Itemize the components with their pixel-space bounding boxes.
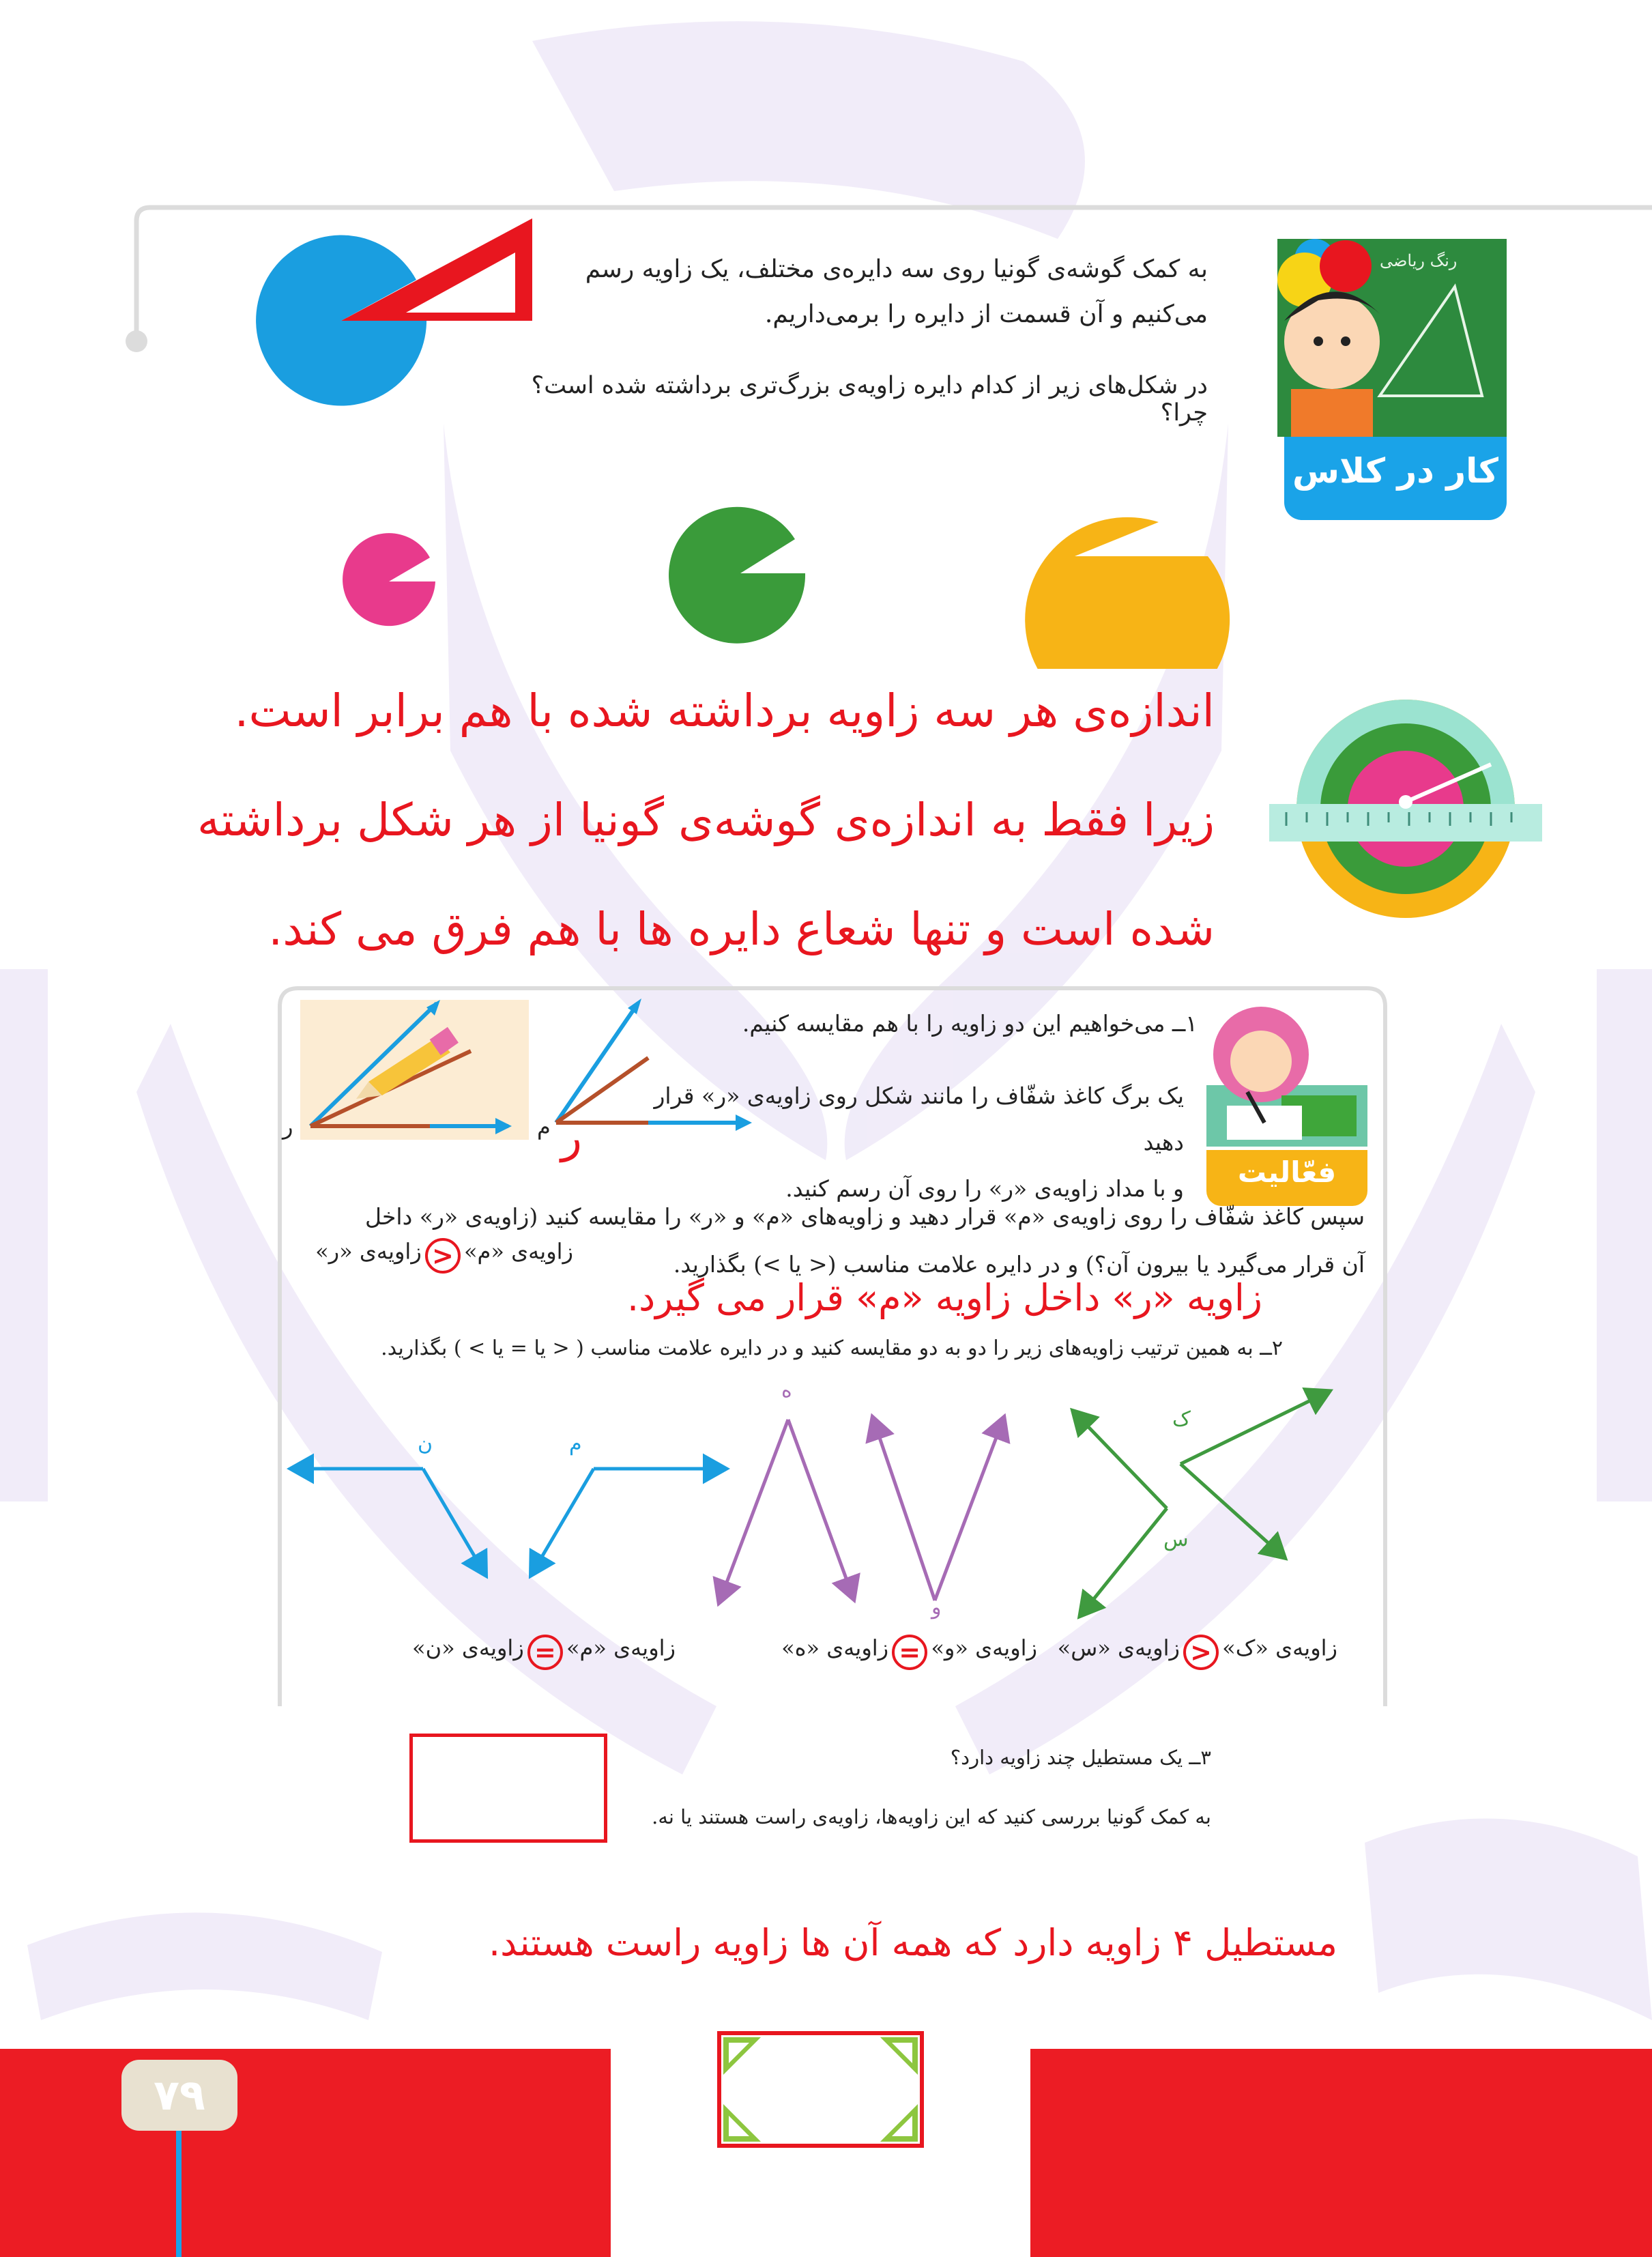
rectangle-figure (409, 1734, 607, 1843)
comparison-1-sign[interactable]: < (1183, 1635, 1219, 1670)
activity-badge: فعّالیت (1206, 1150, 1367, 1206)
class-work-answer (68, 657, 1215, 984)
label-n: ن (418, 1432, 433, 1456)
label-s: س (1163, 1527, 1189, 1551)
comparison-2 (751, 1635, 1037, 1670)
compare-right: زاویه‌ی «ر» (315, 1238, 422, 1265)
comparison-3 (389, 1635, 676, 1670)
question-text: در شکل‌های زیر از کدام دایره زاویه‌ی بزرگ‌تری برداشته شده است؟ چرا؟ (531, 372, 1208, 427)
class-work-badge: کار در کلاس (1284, 437, 1507, 520)
intro-line-2: می‌کنیم و آن قسمت از دایره را برمی‌داریم. (764, 300, 1208, 328)
q1-line-1: یک برگ کاغذ شفّاف را مانند شکل روی زاویه‌ی «ر» قرار دهید (654, 1082, 1184, 1155)
circle-with-set-square-illustration (252, 218, 539, 416)
answer-line-3: شده است و تنها شعاع دایره ها با هم فرق می کند. (268, 903, 1215, 955)
intro-text (519, 247, 1208, 337)
q1-line-3: سپس کاغذ شفّاف را روی زاویه‌ی «م» قرار دهید و زاویه‌های «م» و «ر» را مقایسه کنید (زاویه‌ی «ر» داخل (365, 1203, 1365, 1230)
angle-k (1180, 1392, 1327, 1556)
q1-line-4: آن قرار می‌گیرد یا بیرون آن؟) و در دایره علامت مناسب (< یا >) بگذارید. (673, 1251, 1365, 1278)
label-angle-r: ر (282, 1114, 293, 1140)
intro-line-1: به کمک گوشه‌ی گونیا روی سه دایره‌ی مختلف، یک زاویه رسم (585, 255, 1208, 283)
comparison-2-sign[interactable]: = (892, 1635, 927, 1670)
activity-illustration (1206, 1003, 1367, 1153)
q1-answer: زاویه «ر» داخل زاویه «م» قرار می گیرد. (626, 1276, 1262, 1319)
label-h: ه (781, 1379, 792, 1403)
q3-title: ۳ــ یک مستطیل چند زاویه دارد؟ (950, 1746, 1211, 1769)
comparison-3-sign[interactable]: = (527, 1635, 563, 1670)
handwritten-label-r: ر (561, 1112, 582, 1163)
page-number: ۷۹ (121, 2060, 237, 2131)
protractor-illustration (1266, 682, 1546, 935)
q1-comparison (293, 1238, 573, 1274)
q1-title: ۱ــ می‌خواهیم این دو زاویه را با هم مقایسه کنیم. (742, 1010, 1198, 1037)
class-work-illustration (1277, 239, 1507, 437)
angle-n (293, 1469, 484, 1573)
comparison-1-left: زاویه‌ی «ک» (1222, 1635, 1337, 1661)
angle-m (532, 1469, 723, 1573)
answer-line-1: اندازه‌ی هر سه زاویه برداشته شده با هم برابر است. (234, 685, 1215, 737)
comparison-1 (989, 1635, 1337, 1670)
comparison-2-left: زاویه‌ی «و» (931, 1635, 1037, 1661)
green-circle (669, 507, 805, 644)
comparison-3-right: زاویه‌ی «ن» (412, 1635, 524, 1661)
label-angle-m: م (537, 1114, 551, 1140)
q2-text: ۲ــ به همین ترتیب زاویه‌های زیر را دو به دو مقایسه کنید و در دایره علامت مناسب ( < یا = یا > ) بگذارید. (381, 1336, 1283, 1360)
angle-s (1075, 1413, 1167, 1614)
footer-band-right (1030, 2049, 1652, 2257)
three-circles (328, 444, 1242, 669)
answer-line-2: زیرا فقط به اندازه‌ی گوشه‌ی گونیا از هر شکل برداشته (197, 794, 1215, 846)
comparison-1-right: زاویه‌ی «س» (1057, 1635, 1180, 1661)
yellow-circle (1025, 517, 1230, 669)
q1-instructions (614, 1073, 1184, 1212)
label-k: ک (1172, 1407, 1191, 1431)
pink-circle (343, 533, 435, 626)
board-text: رنگ ریاضی (1380, 251, 1458, 270)
compare-sign-circle[interactable]: < (425, 1238, 461, 1274)
compare-left: زاویه‌ی «م» (463, 1238, 573, 1265)
label-m-2: م (569, 1432, 582, 1456)
footer-blue-line (176, 2116, 182, 2257)
label-v: و (931, 1596, 942, 1620)
angle-v (873, 1420, 1003, 1600)
comparison-3-left: زاویه‌ی «م» (566, 1635, 676, 1661)
q3-text: به کمک گونیا بررسی کنید که این زاویه‌ها، زاویه‌ی راست هستند یا نه. (652, 1805, 1211, 1828)
footer-band-left (0, 2049, 611, 2257)
q3-answer: مستطیل ۴ زاویه دارد که همه آن ها زاویه راست هستند. (489, 1921, 1337, 1964)
angle-h (720, 1420, 853, 1600)
q1-line-2: و با مداد زاویه‌ی «ر» را روی آن رسم کنید. (785, 1175, 1184, 1202)
rectangle-right-angles-figure (716, 2030, 925, 2150)
comparison-2-right: زاویه‌ی «ه» (781, 1635, 889, 1661)
